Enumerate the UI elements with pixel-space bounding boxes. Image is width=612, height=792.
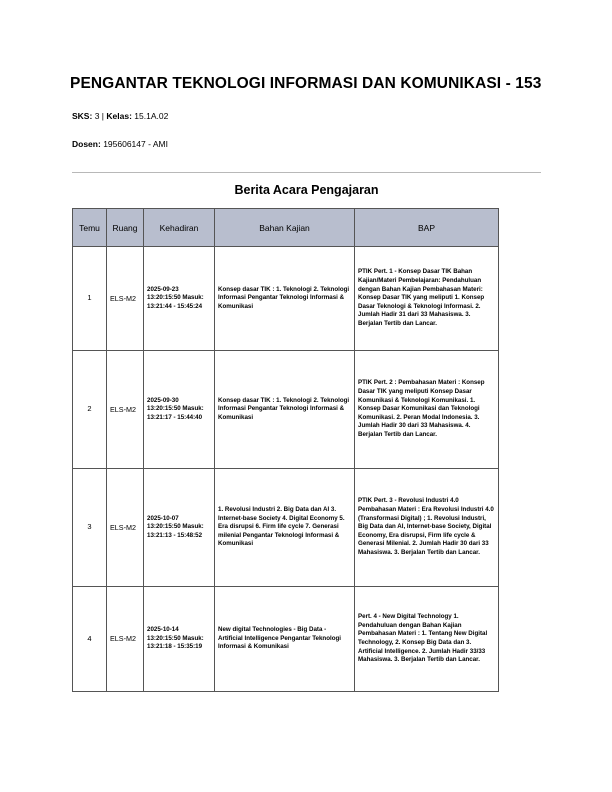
- dosen-label: Dosen:: [72, 139, 101, 149]
- table-row: [73, 587, 499, 692]
- cell-bahan-kajian: Konsep dasar TIK : 1. Teknologi 2. Teknologi Informasi Pengantar Teknologi Informasi & Komunikasi: [215, 247, 355, 351]
- sks-value: 3: [94, 111, 100, 121]
- kelas-label: Kelas:: [106, 111, 132, 121]
- cell-ruang: ELS-M2: [107, 247, 144, 351]
- cell-bap: PTIK Pert. 1 - Konsep Dasar TIK Bahan Kajian/Materi Pembelajaran: Pendahuluan dengan Bahan Kajian Pembahasan Materi: Konsep Dasar TIK yang meliputi 1. Konsep Dasar Teknologi & Teknologi Informasi. 2. Jumlah Hadir 31 dari 33 Mahasiswa. 3. Berjalan Tertib dan Lancar.: [355, 247, 499, 351]
- cell-temu: 1: [73, 247, 107, 351]
- lecturer-line: [72, 139, 168, 149]
- course-title: PENGANTAR TEKNOLOGI INFORMASI DAN KOMUNIKASI - 153: [70, 75, 542, 92]
- divider: [72, 172, 541, 173]
- separator: |: [101, 111, 105, 121]
- header-bap: BAP: [355, 209, 499, 247]
- cell-bap: PTIK Pert. 3 - Revolusi Industri 4.0 Pembahasan Materi : Era Revolusi Industri 4.0 (Transformasi Digital) ; 1. Revolusi Industri, Big Data dan AI, Internet-base Society, Digital Economy, Era disrupsi, Firm life cycle & Generasi Milenial. 2. Jumlah Hadir 30 dari 33 Mahasiswa. 3. Berjalan Tertib dan Lancar.: [355, 469, 499, 587]
- cell-kehadiran: 2025-09-30 13:20:15:50 Masuk: 13:21:17 - 15:44:40: [144, 351, 215, 469]
- header-kehadiran: Kehadiran: [144, 209, 215, 247]
- cell-ruang: ELS-M2: [107, 587, 144, 692]
- cell-ruang: ELS-M2: [107, 351, 144, 469]
- cell-temu: 3: [73, 469, 107, 587]
- header-ruang: Ruang: [107, 209, 144, 247]
- cell-kehadiran: 2025-09-23 13:20:15:50 Masuk: 13:21:44 - 15:45:24: [144, 247, 215, 351]
- kelas-value: 15.1A.02: [134, 111, 169, 121]
- header-temu: Temu: [73, 209, 107, 247]
- section-title: Berita Acara Pengajaran: [234, 183, 379, 197]
- sks-label: SKS:: [72, 111, 93, 121]
- course-info-line: [72, 111, 168, 121]
- cell-kehadiran: 2025-10-07 13:20:15:50 Masuk: 13:21:13 - 15:48:52: [144, 469, 215, 587]
- header-bahan-kajian: Bahan Kajian: [215, 209, 355, 247]
- cell-bahan-kajian: Konsep dasar TIK : 1. Teknologi 2. Teknologi Informasi Pengantar Teknologi Informasi & Komunikasi: [215, 351, 355, 469]
- cell-bap: Pert. 4 - New Digital Technology 1. Pendahuluan dengan Bahan Kajian Pembahasan Materi : 1. Tentang New Digital Technology, 2. Konsep Big Data dan 3. Artificial Intelligence. 2. Jumlah Hadir 33/33 Mahasiswa. 3. Berjalan Tertib dan Lancar.: [355, 587, 499, 692]
- table-header-row: [73, 209, 499, 247]
- cell-bap: PTIK Pert. 2 : Pembahasan Materi : Konsep Dasar TIK yang meliputi Konsep Dasar Komunikasi & Teknologi Komunikasi. 1. Konsep Dasar Komunikasi dan Teknologi Komunikasi. 2. Peran Modal Indonesia. 3. Jumlah Hadir 30 dari 33 Mahasiswa. 4. Berjalan Tertib dan Lancar.: [355, 351, 499, 469]
- dosen-value: 195606147 - AMI: [103, 139, 168, 149]
- table-row: [73, 469, 499, 587]
- table-row: [73, 351, 499, 469]
- cell-temu: 4: [73, 587, 107, 692]
- cell-ruang: ELS-M2: [107, 469, 144, 587]
- cell-temu: 2: [73, 351, 107, 469]
- cell-kehadiran: 2025-10-14 13:20:15:50 Masuk: 13:21:18 - 15:35:19: [144, 587, 215, 692]
- teaching-report-table: [72, 208, 499, 692]
- table-row: [73, 247, 499, 351]
- cell-bahan-kajian: 1. Revolusi Industri 2. Big Data dan AI 3. Internet-base Society 4. Digital Economy 5. Era disrupsi 6. Firm life cycle 7. Generasi milenial Pengantar Teknologi Informasi & Komunikasi: [215, 469, 355, 587]
- cell-bahan-kajian: New digital Technologies - Big Data - Artificial Intelligence Pengantar Teknologi Informasi & Komunikasi: [215, 587, 355, 692]
